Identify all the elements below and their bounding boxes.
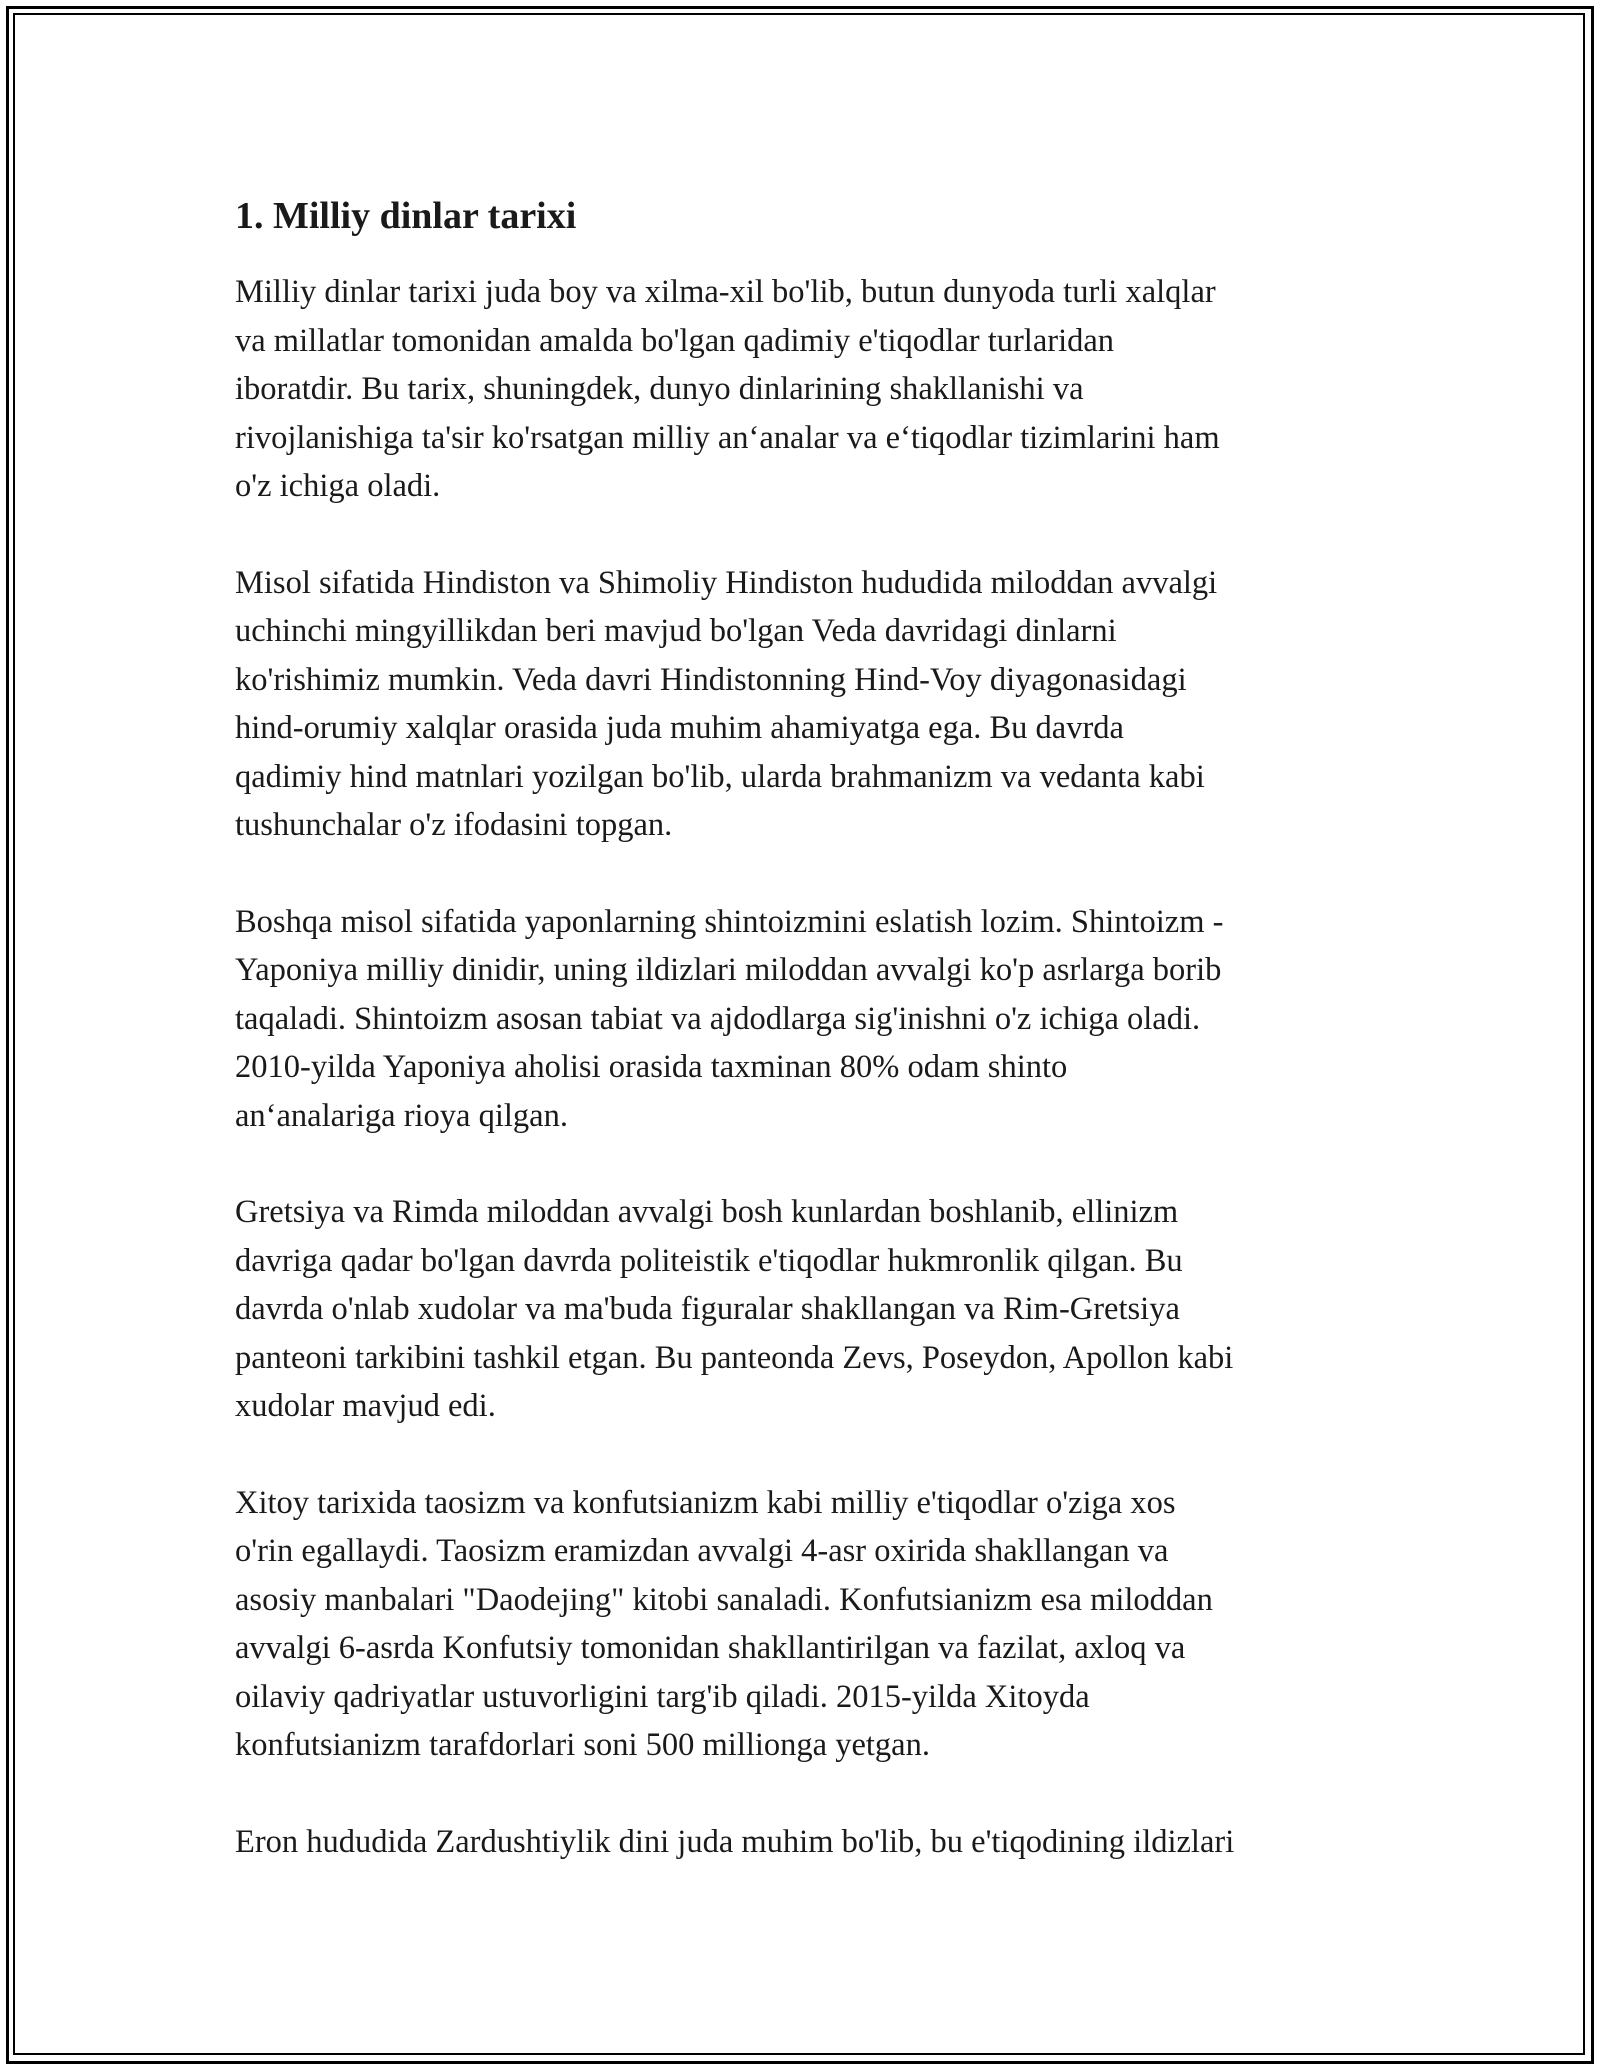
paragraph-greece-rome: Gretsiya va Rimda miloddan avvalgi bosh kunlardan boshlanib, ellinizm davriga qadar bo'lgan davrda politeistik e'tiqodlar hukmronlik qilgan. Bu davrda o'nlab xudolar va ma'buda figuralar shakllangan va Rim-Gretsiya panteoni tarkibini tashkil etgan. Bu panteonda Zevs, Poseydon, Apollon kabi xudolar mavjud edi.	[235, 1194, 1234, 1424]
paragraph-shintoism: Boshqa misol sifatida yaponlarning shintoizmini eslatish lozim. Shintoizm - Yaponiya milliy dinidir, uning ildizlari miloddan avvalgi ko'p asrlarga borib taqaladi. Shintoizm asosan tabiat va ajdodlarga sig'inishni o'z ichiga oladi. 2010-yilda Yaponiya aholisi orasida taxminan 80% odam shinto an‘analariga rioya qilgan.	[235, 903, 1224, 1134]
paragraph-iran: Eron hududida Zardushtiylik dini juda muhim bo'lib, bu e'tiqodining ildizlari	[235, 1823, 1235, 1860]
paragraph-veda: Misol sifatida Hindiston va Shimoliy Hindiston hududida miloddan avvalgi uchinchi mingyillikdan beri mavjud bo'lgan Veda davridagi dinlarni ko'rishimiz mumkin. Veda davri Hindistonning Hind-Voy diyagonasidagi hind-orumiy xalqlar orasida juda muhim ahamiyatga ega. Bu davrda qadimiy hind matnlari yozilgan bo'lib, ularda brahmanizm va vedanta kabi tushunchalar o'z ifodasini topgan.	[235, 564, 1218, 843]
document-body	[235, 188, 1375, 1914]
paragraph-intro: Milliy dinlar tarixi juda boy va xilma-xil bo'lib, butun dunyoda turli xalqlar va millatlar tomonidan amalda bo'lgan qadimiy e'tiqodlar turlaridan iboratdir. Bu tarix, shuningdek, dunyo dinlarining shakllanishi va rivojlanishiga ta'sir ko'rsatgan milliy an‘analar va e‘tiqodlar tizimlarini ham o'z ichiga oladi.	[235, 274, 1220, 504]
paragraph-china: Xitoy tarixida taosizm va konfutsianizm kabi milliy e'tiqodlar o'ziga xos o'rin egallaydi. Taosizm eramizdan avvalgi 4-asr oxirida shakllangan va asosiy manbalari "Daodejing" kitobi sanaladi. Konfutsianizm esa miloddan avvalgi 6-asrda Konfutsiy tomonidan shakllantirilgan va fazilat, axloq va oilaviy qadriyatlar ustuvorligini targ'ib qiladi. 2015-yilda Xitoyda konfutsianizm tarafdorlari soni 500 millionga yetgan.	[235, 1484, 1213, 1763]
section-heading: 1. Milliy dinlar tarixi	[235, 195, 577, 237]
